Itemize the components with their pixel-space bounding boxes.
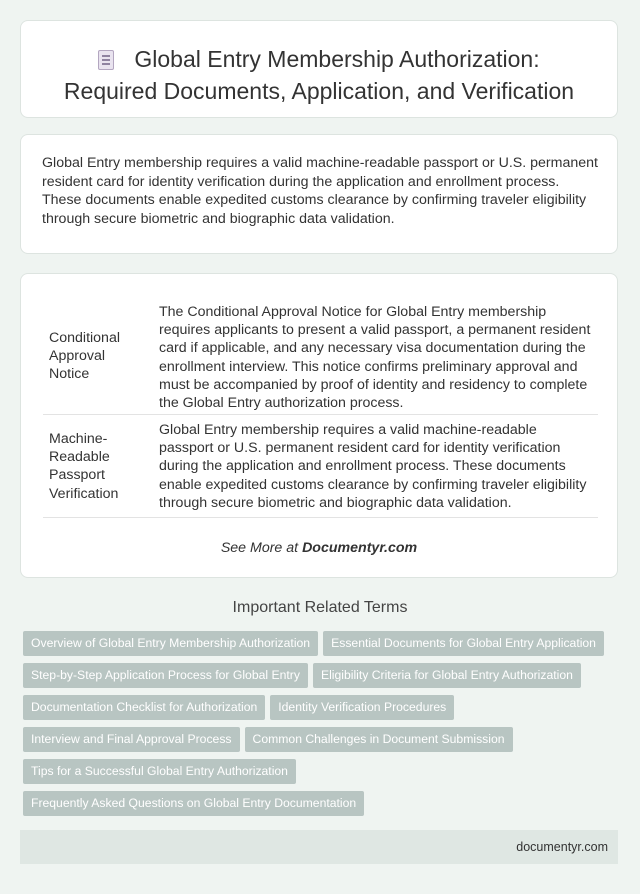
table-row [43,297,598,415]
footer-site-link[interactable]: documentyr.com [516,840,608,854]
tag-row [23,631,623,663]
related-terms-list [23,631,623,823]
document-icon [98,50,114,70]
tag-row [23,727,623,759]
related-term-tag[interactable]: Common Challenges in Document Submission [245,727,513,752]
related-term-tag[interactable]: Identity Verification Procedures [270,695,454,720]
related-term-tag[interactable]: Overview of Global Entry Membership Authorization [23,631,318,656]
page-title-text-1: Global Entry Membership Authorization: [134,46,540,72]
see-more-brand[interactable]: Documentyr.com [302,540,418,556]
footer [20,830,618,864]
related-term-tag[interactable]: Eligibility Criteria for Global Entry Authorization [313,663,581,688]
see-more-prefix: See More at [220,540,299,556]
intro-card [20,134,618,254]
table-row-label: Conditional Approval Notice [49,330,120,383]
tag-row [23,759,623,791]
intro-paragraph: Global Entry membership requires a valid machine-readable passport or U.S. permanent resident card for identity verification during the application and enrollment process. These documents enable expedited customs clearance by confirming traveler eligibility through secure biometric and biographic data validation. [42,155,598,227]
table-row-description: Global Entry membership requires a valid machine-readable passport or U.S. permanent resident card for identity verification during the application and enrollment process. These documents enable expedited customs clearance by confirming traveler eligibility through secure biometric and biographic data validation. [159,422,587,511]
table-row-label: Machine-Readable Passport Verification [49,431,119,502]
tag-row [23,791,623,823]
table-row [43,415,598,518]
page-title-line-1 [21,43,617,75]
related-term-tag[interactable]: Step-by-Step Application Process for Global Entry [23,663,308,688]
tag-row [23,695,623,727]
table-row-description: The Conditional Approval Notice for Global Entry membership requires applicants to present a valid passport, a permanent resident card if applicable, and any necessary visa documentation during the enrollment interview. This notice confirms preliminary approval and must be accompanied by proof of identity and residency to complete the Global Entry authorization process. [159,304,591,412]
related-terms-heading: Important Related Terms [232,599,408,616]
related-term-tag[interactable]: Tips for a Successful Global Entry Authorization [23,759,296,784]
related-term-tag[interactable]: Interview and Final Approval Process [23,727,240,752]
details-table-card [20,273,618,578]
tag-row [23,663,623,695]
page-title [21,43,617,107]
related-term-tag[interactable]: Frequently Asked Questions on Global Entry Documentation [23,791,364,816]
title-card [20,20,618,118]
related-term-tag[interactable]: Documentation Checklist for Authorization [23,695,265,720]
related-term-tag[interactable]: Essential Documents for Global Entry Application [323,631,604,656]
page-title-line-2: Required Documents, Application, and Verification [63,78,575,104]
see-more-link[interactable] [21,540,617,556]
